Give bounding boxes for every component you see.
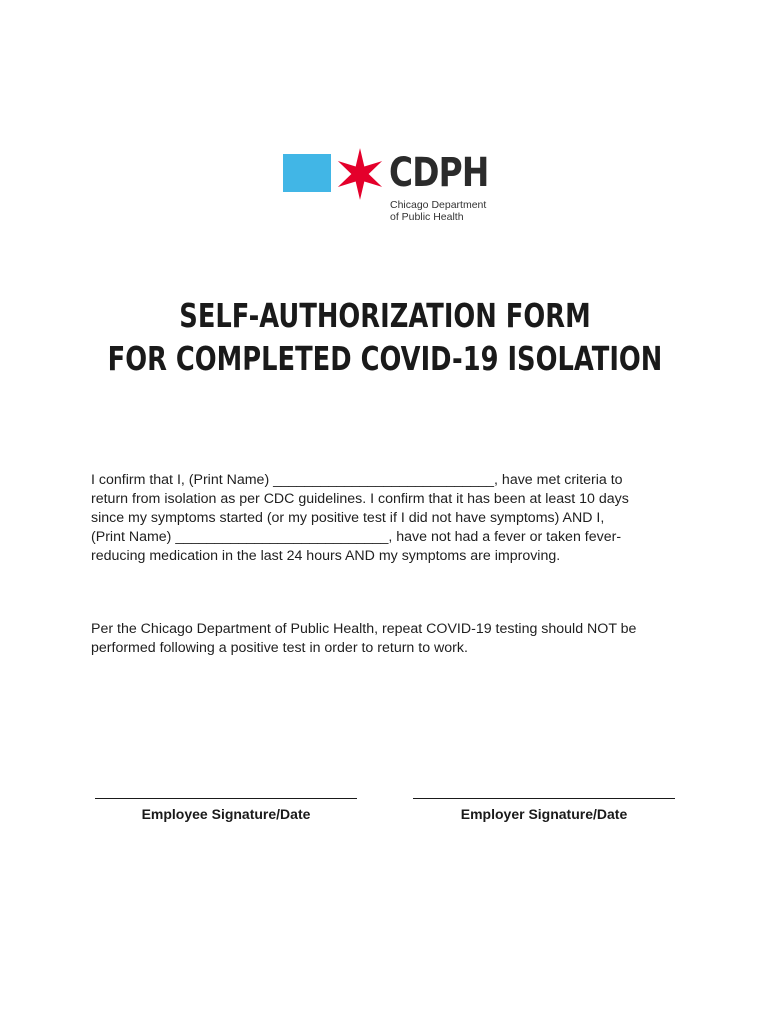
testing-note-paragraph [91,620,691,658]
paragraph-line: return from isolation as per CDC guidelines. I confirm that it has been at least 10 days [91,491,629,507]
form-title-line: SELF-AUTHORIZATION FORM [179,296,591,335]
paragraph-line: Per the Chicago Department of Public Health, repeat COVID-19 testing should NOT be [91,621,637,637]
six-pointed-star-icon [333,146,387,202]
paragraph-line: (Print Name) ___________________________, have not had a fever or taken fever- [91,529,622,545]
logo-blue-square [283,154,331,192]
paragraph-line: since my symptoms started (or my positive test if I did not have symptoms) AND I, [91,510,605,526]
cdph-logo [283,146,523,228]
form-title [85,294,686,380]
paragraph-line: reducing medication in the last 24 hours AND my symptoms are improving. [91,548,561,564]
employee-signature-label: Employee Signature/Date [141,806,311,822]
logo-subtitle-line: Chicago Department [390,199,487,211]
employer-signature-line[interactable] [413,786,675,799]
employer-signature-block [413,786,675,823]
employee-signature-block [95,786,357,823]
employer-signature-label: Employer Signature/Date [460,806,628,822]
paragraph-line: performed following a positive test in order to return to work. [91,640,468,656]
confirmation-paragraph [91,471,691,566]
form-title-line: FOR COMPLETED COVID-19 ISOLATION [107,339,663,378]
logo-subtitle [390,199,486,223]
logo-abbreviation: CDPH [389,150,489,196]
logo-subtitle-line: of Public Health [390,211,464,223]
paragraph-line: I confirm that I, (Print Name) ____________________________, have met criteria to [91,472,623,488]
employee-signature-line[interactable] [95,786,357,799]
